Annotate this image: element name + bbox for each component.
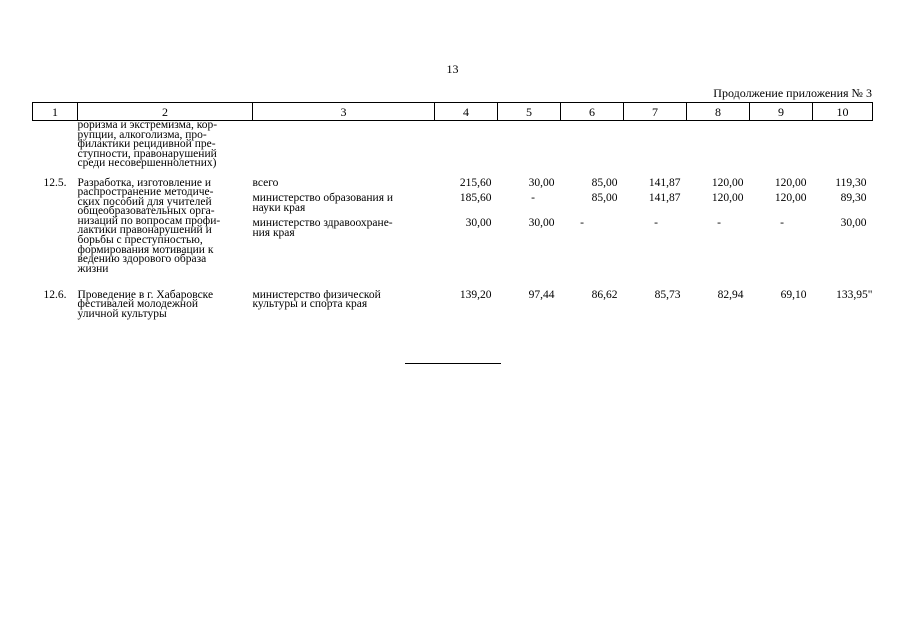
executor-line: ния края	[252, 226, 295, 239]
column-header: 3	[253, 103, 435, 121]
executor-line: культуры и спорта края	[252, 298, 368, 311]
page-number: 13	[446, 62, 459, 76]
amount-value: 85,00	[591, 176, 618, 189]
column-header: 10	[813, 103, 873, 121]
measure-description	[78, 121, 253, 179]
row-number	[33, 121, 78, 179]
description-line: уличной культуры	[77, 307, 167, 320]
amount-cell	[498, 176, 561, 291]
description-line: ведению здорового образа	[77, 253, 207, 266]
amount-value: 141,87	[648, 176, 681, 189]
description-line: общеобразовательных орга-	[77, 205, 215, 218]
amount-value: 30,00	[465, 217, 492, 230]
column-number-row	[33, 103, 873, 121]
description-line: фестивалей молодежной	[77, 298, 198, 311]
description-line: филактики рецидивной пре-	[77, 138, 216, 151]
amount-value: 133,95"	[836, 288, 873, 301]
column-header: 6	[561, 103, 624, 121]
amount-value: 120,00	[711, 192, 744, 205]
amount-value: -	[654, 217, 658, 230]
amount-value: 30,00	[528, 176, 555, 189]
description-line: среди несовершеннолетних)	[77, 157, 217, 170]
amount-cell	[750, 176, 813, 291]
description-line: формирования мотивации к	[77, 243, 214, 256]
row-number: 12.6.	[43, 288, 67, 301]
column-header: 8	[687, 103, 750, 121]
amount-value: -	[717, 217, 721, 230]
column-header: 4	[435, 103, 498, 121]
executor-line: всего	[252, 176, 279, 189]
amount-value: 120,00	[711, 176, 744, 189]
executor-line: министерство здравоохране-	[252, 217, 393, 230]
amount-value: -	[780, 217, 784, 230]
continuation-label: Продолжение приложения № 3	[713, 86, 872, 100]
description-line: лактики правонарушений и	[77, 224, 212, 237]
column-header: 5	[498, 103, 561, 121]
description-line: роризма и экстремизма, кор-	[77, 119, 218, 131]
amount-value: 69,10	[780, 288, 807, 301]
amount-value: 89,30	[840, 192, 867, 205]
amount-value: 82,94	[717, 288, 744, 301]
amount-value: 120,00	[774, 192, 807, 205]
amount-cell	[750, 288, 813, 331]
amount-value: 97,44	[528, 288, 555, 301]
amount-cell	[624, 176, 687, 291]
executor-cell	[252, 176, 435, 291]
row-number: 12.5.	[43, 176, 67, 189]
description-line: распространение методиче-	[77, 186, 214, 199]
table-row	[33, 121, 873, 179]
amount-cell	[561, 176, 624, 291]
executor-line: министерство образования и	[252, 192, 394, 205]
description-line: борьбы с преступностью,	[77, 234, 203, 247]
description-line: жизни	[77, 262, 109, 275]
table-row	[33, 291, 873, 331]
amount-value: -	[531, 192, 535, 205]
budget-table	[32, 102, 873, 331]
table-row	[33, 179, 873, 291]
executor-line: науки края	[252, 201, 306, 214]
amount-value: 215,60	[459, 176, 492, 189]
description-line: ступности, правонарушений	[77, 147, 217, 160]
amount-value: 139,20	[459, 288, 492, 301]
amount-cell	[435, 176, 498, 291]
column-header: 9	[750, 103, 813, 121]
description-line: Проведение в г. Хабаровске	[77, 288, 214, 301]
amount-value: -	[580, 217, 584, 230]
amount-cell	[561, 288, 624, 331]
amount-value: 30,00	[840, 217, 867, 230]
column-header: 1	[33, 103, 78, 121]
amount-cell	[498, 288, 561, 331]
amount-cell	[687, 288, 750, 331]
measure-description	[77, 288, 253, 331]
measure-description	[77, 176, 253, 291]
executor-line: министерство физической	[252, 288, 381, 301]
amount-value: 86,62	[591, 288, 618, 301]
amount-value: 141,87	[648, 192, 681, 205]
amount-cell	[687, 176, 750, 291]
description-line: Разработка, изготовление и	[77, 176, 212, 189]
end-rule	[405, 363, 501, 364]
description-line: рупции, алкоголизма, про-	[77, 128, 207, 141]
amount-cell	[813, 288, 873, 331]
amount-value: 185,60	[459, 192, 492, 205]
amount-value: 119,30	[835, 176, 867, 189]
description-line: низаций по вопросам профи-	[77, 214, 221, 227]
amount-cell	[624, 288, 687, 331]
description-line: ских пособий для учителей	[77, 195, 212, 208]
amount-value: 120,00	[774, 176, 807, 189]
executor-cell	[252, 288, 435, 331]
amount-cell	[813, 176, 873, 291]
column-header: 2	[78, 103, 253, 121]
amount-value: 85,73	[654, 288, 681, 301]
amount-cell	[435, 288, 498, 331]
amount-value: 85,00	[591, 192, 618, 205]
amount-value: 30,00	[528, 217, 555, 230]
column-header: 7	[624, 103, 687, 121]
